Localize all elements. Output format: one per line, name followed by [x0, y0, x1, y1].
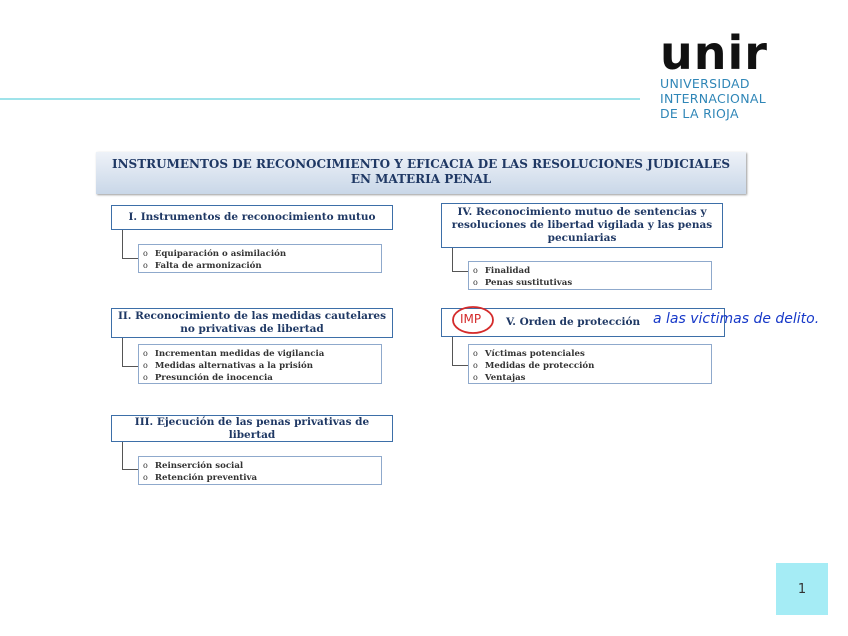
logo-wordmark: unir [660, 26, 768, 80]
section-2-connector [122, 338, 139, 367]
list-item: o Víctimas potenciales [473, 348, 711, 360]
slide-title-line-1: INSTRUMENTOS DE RECONOCIMIENTO Y EFICACIA DE LAS RESOLUCIONES JUDICIALES [111, 157, 731, 171]
logo-line-1: UNIVERSIDAD [660, 76, 750, 91]
section-3-heading: III. Ejecución de las penas privativas de libertad [111, 415, 393, 442]
section-1-connector [122, 230, 139, 259]
list-item: o Reinserción social [143, 460, 381, 472]
section-2-heading: II. Reconocimiento de las medidas cautelares no privativas de libertad [111, 308, 393, 338]
header-divider [0, 98, 640, 100]
imp-annotation-text: IMP [460, 312, 482, 326]
list-item: o Medidas alternativas a la prisión [143, 360, 381, 372]
section-4-list [468, 261, 712, 290]
slide-title [96, 152, 746, 194]
logo-line-2: INTERNACIONAL [660, 91, 766, 106]
page-number: 1 [776, 563, 828, 615]
section-4-connector [452, 248, 469, 272]
section-5-connector [452, 337, 469, 366]
slide-title-line-2: EN MATERIA PENAL [350, 172, 492, 186]
section-1-heading: I. Instrumentos de reconocimiento mutuo [111, 205, 393, 230]
list-item: o Penas sustitutivas [473, 277, 711, 289]
section-1-list [138, 244, 382, 273]
unir-logo [660, 26, 830, 135]
list-item: o Falta de armonización [143, 260, 381, 272]
section-5-list [468, 344, 712, 384]
section-3-list [138, 456, 382, 485]
list-item: o Finalidad [473, 265, 711, 277]
logo-line-3: DE LA RIOJA [660, 106, 739, 121]
section-2-list [138, 344, 382, 384]
section-5-heading: V. Orden de protección [441, 308, 725, 337]
section-3-connector [122, 442, 139, 470]
handwritten-annotation: a las victimas de delito. [653, 311, 820, 327]
list-item: o Retención preventiva [143, 472, 381, 484]
section-4-heading: IV. Reconocimiento mutuo de sentencias y resoluciones de libertad vigilada y las penas pecuniarias [441, 203, 723, 248]
list-item: o Presunción de inocencia [143, 372, 381, 384]
list-item: o Incrementan medidas de vigilancia [143, 348, 381, 360]
list-item: o Medidas de protección [473, 360, 711, 372]
list-item: o Ventajas [473, 372, 711, 384]
list-item: o Equiparación o asimilación [143, 248, 381, 260]
